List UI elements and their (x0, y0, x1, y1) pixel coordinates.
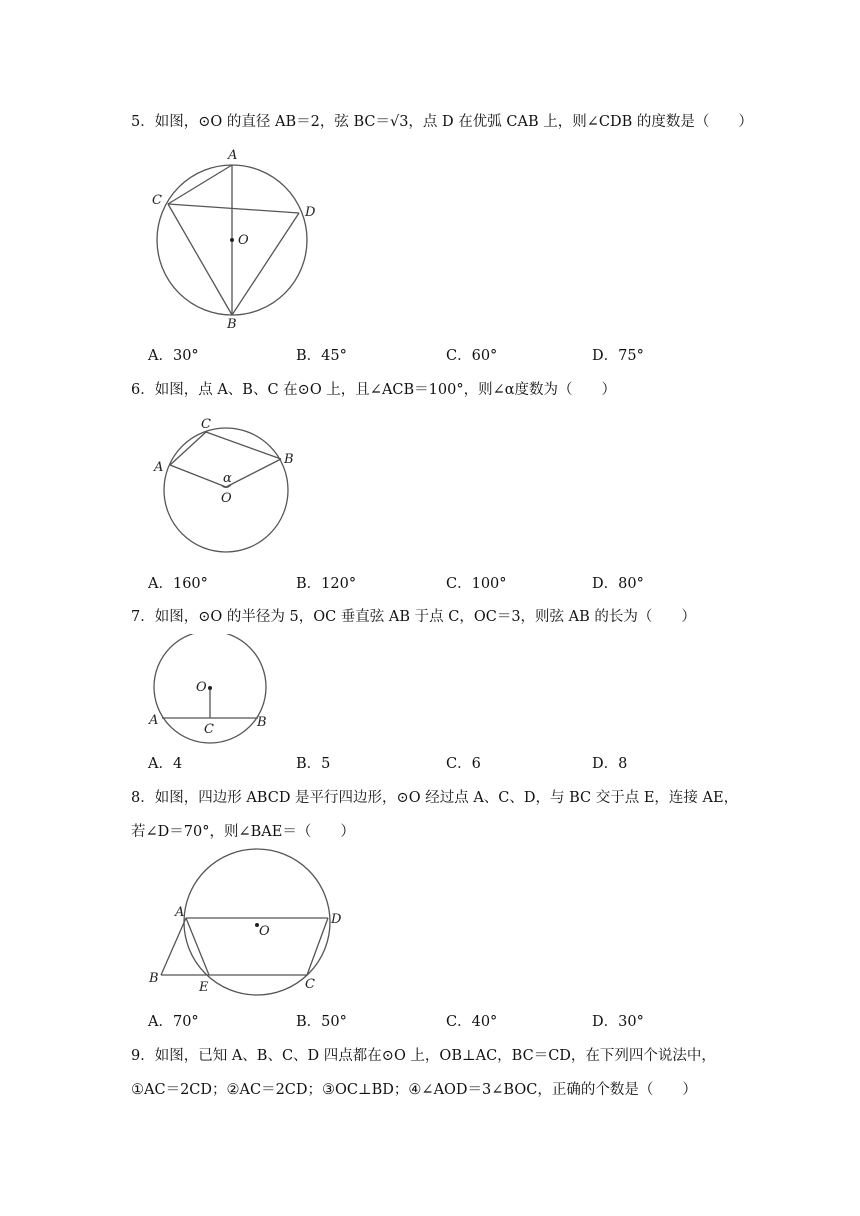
q8-option-d: D．30° (592, 1014, 644, 1030)
q5-option-c: C．60° (446, 348, 498, 364)
label-B: B (227, 317, 237, 331)
question-8-stem-line2: 若∠D＝70°，则∠BAE＝（ ） (131, 824, 355, 840)
q5-option-a: A．30° (148, 348, 199, 364)
q7-option-a: A．4 (148, 756, 183, 772)
label-O: O (259, 924, 270, 939)
label-alpha: α (223, 471, 232, 486)
question-6-stem: 6．如图，点 A、B、C 在⊙O 上，且∠ACB＝100°，则∠α度数为（ ） (131, 382, 617, 398)
q6-option-c: C．100° (446, 576, 507, 592)
label-C: C (305, 977, 315, 992)
label-E: E (199, 980, 209, 995)
question-7-stem: 7．如图，⊙O 的半径为 5，OC 垂直弦 AB 于点 C，OC＝3，则弦 AB 的长为（ ） (131, 609, 696, 625)
q8-option-b: B．50° (296, 1014, 347, 1030)
q8-option-c: C．40° (446, 1014, 498, 1030)
q7-option-d: D．8 (592, 756, 628, 772)
q5-option-b: B．45° (296, 348, 347, 364)
label-O: O (196, 680, 207, 695)
q6-option-a: A．160° (148, 576, 208, 592)
label-O: O (221, 491, 232, 506)
question-6-figure (150, 412, 305, 562)
q6-option-d: D．80° (592, 576, 644, 592)
q8-option-a: A．70° (148, 1014, 199, 1030)
q5-option-d: D．75° (592, 348, 644, 364)
question-5-figure (150, 146, 335, 331)
label-O: O (238, 233, 249, 248)
question-7-figure (145, 634, 275, 749)
label-C: C (152, 193, 162, 208)
q6-option-b: B．120° (296, 576, 357, 592)
label-D: D (305, 205, 316, 220)
q7-option-b: B．5 (296, 756, 331, 772)
question-5-stem: 5．如图，⊙O 的直径 AB＝2，弦 BC＝√3，点 D 在优弧 CAB 上，则∠CDB 的度数是（ ） (131, 114, 753, 130)
label-C: C (204, 722, 214, 737)
label-A: A (228, 148, 238, 163)
label-A: A (154, 460, 164, 475)
question-9-stem-line2: ①AC＝2CD；②AC＝2CD；③OC⊥BD；④∠AOD＝3∠BOC，正确的个数是（ ） (131, 1082, 697, 1098)
label-C: C (201, 417, 211, 432)
label-D: D (331, 912, 342, 927)
question-8-stem-line1: 8．如图，四边形 ABCD 是平行四边形，⊙O 经过点 A、C、D，与 BC 交于点 E，连接 AE， (131, 790, 739, 806)
label-A: A (175, 905, 185, 920)
label-B: B (149, 971, 159, 986)
label-B: B (257, 715, 267, 730)
q7-option-c: C．6 (446, 756, 481, 772)
question-9-stem-line1: 9．如图，已知 A、B、C、D 四点都在⊙O 上，OB⊥AC，BC＝CD，在下列四个说法中， (131, 1048, 716, 1064)
label-A: A (149, 713, 159, 728)
label-B: B (284, 452, 294, 467)
question-8-figure (145, 848, 350, 1003)
